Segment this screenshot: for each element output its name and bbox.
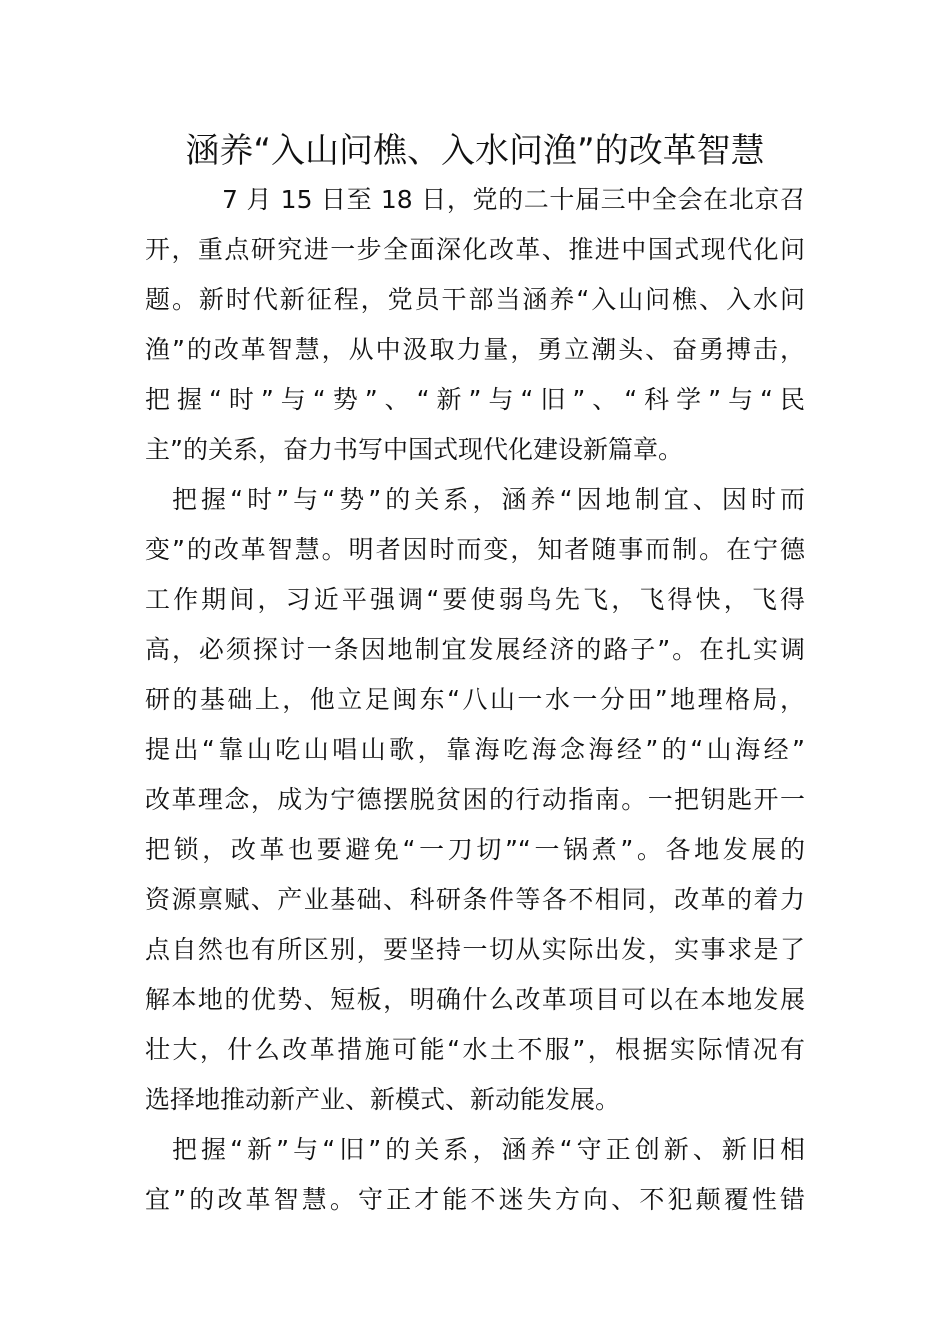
- text-line: 资源禀赋、产业基础、科研条件等各不相同，改革的着力: [145, 885, 805, 914]
- text-line: 高，必须探讨一条因地制宜发展经济的路子”。在扎实调: [145, 635, 805, 664]
- text-line: 解本地的优势、短板，明确什么改革项目可以在本地发展: [145, 985, 805, 1014]
- text-line: 把锁，改革也要避免“一刀切”“一锅煮”。各地发展的: [145, 835, 805, 864]
- text-line: 开，重点研究进一步全面深化改革、推进中国式现代化问: [145, 235, 805, 264]
- text-line: 点自然也有所区别，要坚持一切从实际出发，实事求是了: [145, 935, 805, 964]
- text-line: 研的基础上，他立足闽东“八山一水一分田”地理格局，: [145, 685, 805, 714]
- text-line: 把握“时”与“势”的关系，涵养“因地制宜、因时而: [172, 485, 805, 514]
- text-line: 壮大，什么改革措施可能“水土不服”，根据实际情况有: [145, 1035, 805, 1064]
- text-line: 选择地推动新产业、新模式、新动能发展。: [145, 1085, 621, 1114]
- text-line: 改革理念，成为宁德摆脱贫困的行动指南。一把钥匙开一: [145, 785, 805, 814]
- text-line: 把握“时”与“势”、“新”与“旧”、“科学”与“民: [145, 385, 805, 414]
- text-line: 渔”的改革智慧，从中汲取力量，勇立潮头、奋勇搏击，: [145, 335, 805, 364]
- text-line: 工作期间，习近平强调“要使弱鸟先飞，飞得快，飞得: [145, 585, 805, 614]
- text-line: 宜”的改革智慧。守正才能不迷失方向、不犯颠覆性错: [145, 1185, 805, 1214]
- text-line: 把握“新”与“旧”的关系，涵养“守正创新、新旧相: [172, 1135, 805, 1164]
- text-line: 7 月 15 日至 18 日，党的二十届三中全会在北京召: [222, 185, 805, 214]
- text-line: 提出“靠山吃山唱山歌，靠海吃海念海经”的“山海经”: [145, 735, 805, 764]
- text-line: 主”的关系，奋力书写中国式现代化建设新篇章。: [145, 435, 683, 464]
- text-line: 变”的改革智慧。明者因时而变，知者随事而制。在宁德: [145, 535, 805, 564]
- page-title: 涵养“入山问樵、入水问渔”的改革智慧: [185, 131, 765, 171]
- text-line: 题。新时代新征程，党员干部当涵养“入山问樵、入水问: [145, 285, 805, 314]
